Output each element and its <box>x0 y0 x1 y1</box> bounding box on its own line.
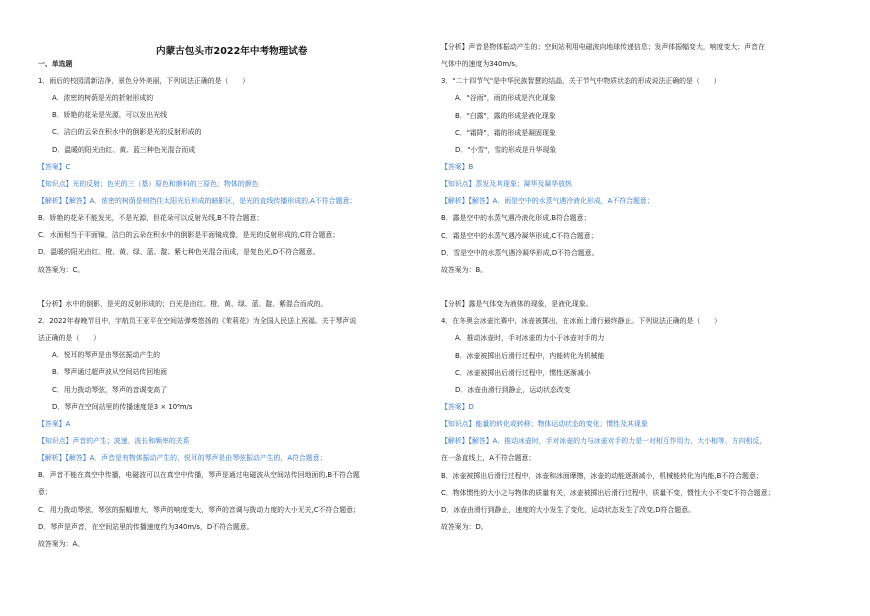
left-text-line: D．温暖的阳光由红、橙、黄、绿、蓝、靛、紫七种色光混合而成，是复色光,D不符合题意。 <box>38 248 320 257</box>
left-text-line: 【知识点】声音的产生；波速、波长和频率的关系 <box>38 436 190 445</box>
right-text-line: A．推动冰壶时，手对冰壶的力小于冰壶对手的力 <box>455 334 605 343</box>
page-title: 内蒙古包头市2022年中考物理试卷 <box>156 46 308 57</box>
right-text-line: C．物体惯性的大小之与物体的质量有关，冰壶被掷出后滑行过程中，质量不变，惯性大小不变C不符合题意； <box>441 488 775 497</box>
left-text-line: A．悦耳的琴声是由琴弦振动产生的 <box>52 351 161 360</box>
left-text-line: 意； <box>38 488 52 497</box>
right-text-line: 4．在冬奥会冰壶比赛中，冰壶被掷出，在冰面上滑行最终静止。下列说法正确的是（ ） <box>441 317 722 326</box>
right-text-line: 【解析】【解答】A．推动冰壶时，手对冰壶的力与冰壶对手的力是一对相互作用力，大小相等、方向相反， <box>441 437 767 446</box>
section-heading: 一、单选题 <box>38 60 73 68</box>
right-text-line: C．冰壶被掷出后滑行过程中，惯性逐渐减小 <box>455 368 591 377</box>
left-text-line: D．琴声是声音，在空间站里的传播速度约为340m/s，D不符合题意。 <box>38 522 254 531</box>
left-text-line: 故答案为：C。 <box>38 265 85 274</box>
right-text-line: 【分析】声音是物体振动产生的；空间站利用电磁波向地球传递信息；发声体振幅变大，响度变大；声音在 <box>441 43 765 51</box>
left-text-line: C．用力拨动琴弦，琴弦的振幅增大，琴声的响度变大，琴声的音调与拨动力度的大小无关,C不符合题意； <box>38 505 360 514</box>
left-text-line: 法正确的是（ ） <box>38 334 101 343</box>
right-text-line: D．"小雪"，雪的形成是升华现象 <box>455 145 557 154</box>
right-column <box>441 0 836 616</box>
left-text-line: C．水面相当于平面镜，洁白的云朵在积水中的倒影是平面镜成像，是光的反射形成的,C符合题意； <box>38 231 340 240</box>
right-text-line: A．"谷雨"，雨的形成是汽化现象 <box>455 94 556 103</box>
left-text-line: C．用力拨动琴弦，琴声的音调变高了 <box>52 385 168 394</box>
right-text-line: 3．"二十四节气"是中华民族智慧的结晶，关于节气中物质状态的形成说法正确的是（ ） <box>441 77 721 86</box>
right-text-line: B．冰壶被掷出后滑行过程中，冰壶和冰面摩擦，冰壶的动能逐渐减小，机械能转化为内能,B不符合题意； <box>441 471 763 480</box>
left-text-line: B．娇艳的花朵是光源，可以发出光线 <box>52 111 167 120</box>
right-text-line: 【答案】B <box>441 163 474 171</box>
right-text-line: D．冰壶由滑行到静止，运动状态改变 <box>455 385 571 394</box>
left-text-line: 【分析】水中的倒影，是光的反射形成的；白光是由红、橙、黄、绿、蓝、靛、紫混合而成的。 <box>38 299 328 308</box>
left-text-line: D．琴声在空间站里的传播速度是3 × 10⁸m/s <box>52 402 193 411</box>
left-text-line: 【答案】A <box>38 419 71 428</box>
right-text-line: C．"霜降"，霜的形成是凝固现象 <box>455 128 556 137</box>
left-text-line: 【知识点】光的反射；色光的三（基）原色和颜料的三原色；物体的颜色 <box>38 179 259 188</box>
left-text-line: B．声音不能在真空中传播，电磁波可以在真空中传播，琴声是通过电磁波从空间站传回地面的,B不符合题 <box>38 471 360 480</box>
right-text-line: 故答案为：D。 <box>441 522 488 531</box>
left-text-line: 【解析】【解答】A．声音是有物体振动产生的，悦耳的琴声是由琴弦振动产生的，A符合题意； <box>38 454 327 463</box>
left-text-line: 【解析】【解答】A．浓密的树荫是树挡住太阳光后形成的暗影区，是光的直线传播形成的,A不符合题意； <box>38 197 357 205</box>
right-text-line: B．"白露"，露的形成是液化现象 <box>455 111 556 120</box>
left-text-line: A．浓密的树荫是光的折射形成的 <box>52 94 154 103</box>
left-text-line: C．洁白的云朵在积水中的倒影是光的反射形成的 <box>52 128 202 137</box>
right-text-line: B．冰壶被掷出后滑行过程中，内能转化为机械能 <box>455 351 605 360</box>
right-text-line: 气体中的速度为340m/s。 <box>441 60 522 69</box>
right-text-line: 【知识点】能量的转化或转移；物体运动状态的变化；惯性及其现象 <box>441 420 648 429</box>
right-text-line: 【知识点】蒸发及其现象；凝华及凝华放热 <box>441 180 572 189</box>
right-text-line: 【答案】D <box>441 402 474 411</box>
right-text-line: 【解析】【解答】A．雨是空中的水蒸气遇冷液化形成，A不符合题意； <box>441 197 654 206</box>
right-text-line: D．冰壶由滑行到静止，速度的大小发生了变化，运动状态发生了改变,D符合题意。 <box>441 505 695 514</box>
left-text-line: D．温暖的阳光由红、黄、蓝三种色光混合而成 <box>52 145 196 154</box>
left-text-line: B．娇艳的花朵不能发光，不是光源，但花朵可以反射光线,B不符合题意； <box>38 214 264 223</box>
right-text-line: C．霜是空中的水蒸气遇冷凝华形成,C不符合题意； <box>441 231 598 240</box>
right-text-line: B．露是空中的水蒸气遇冷液化形成,B符合题意； <box>441 214 591 223</box>
left-text-line: 故答案为：A。 <box>38 539 85 548</box>
right-text-line: D．雪是空中的水蒸气遇冷凝华形成,D不符合题意。 <box>441 248 599 257</box>
left-text-line: 1．雨后的校园清新洁净，景色分外美丽，下列说法正确的是（ ） <box>38 77 250 85</box>
right-text-line: 故答案为：B。 <box>441 265 488 274</box>
left-text-line: 2．2022年春晚节目中，宇航员王亚平在空间站弹奏悠扬的《茉莉花》为全国人民送上祝福。关于琴声说 <box>38 317 357 325</box>
left-column <box>38 0 433 616</box>
left-text-line: 【答案】C <box>38 162 71 171</box>
right-text-line: 在一条直线上，A不符合题意； <box>441 454 536 463</box>
right-text-line: 【分析】露是气体变为液体的现象，是液化现象。 <box>441 300 593 309</box>
left-text-line: B．琴声通过超声波从空间站传回地面 <box>52 368 167 377</box>
